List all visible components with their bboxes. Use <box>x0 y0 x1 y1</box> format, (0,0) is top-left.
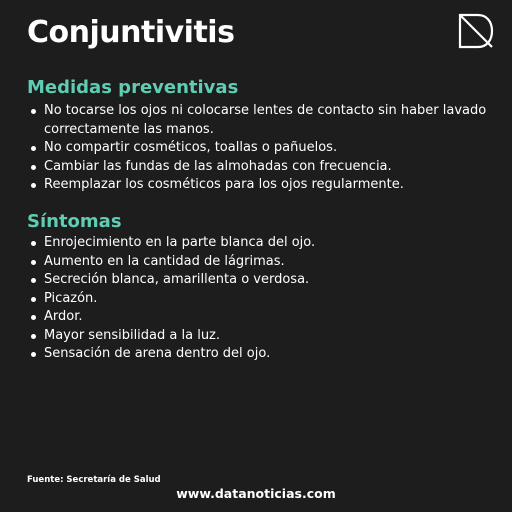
list-item: Sensación de arena dentro del ojo. <box>27 345 497 364</box>
page-title: Conjuntivitis <box>27 15 235 50</box>
list-item: Reemplazar los cosméticos para los ojos regularmente. <box>27 176 497 195</box>
list-item: Enrojecimiento en la parte blanca del ojo. <box>27 234 497 253</box>
list-item: Secreción blanca, amarillenta o verdosa. <box>27 271 497 290</box>
list-item: Cambiar las fundas de las almohadas con frecuencia. <box>27 158 497 177</box>
source-credit: Fuente: Secretaría de Salud <box>27 475 161 485</box>
prevention-list <box>27 102 497 195</box>
list-item: Aumento en la cantidad de lágrimas. <box>27 253 497 272</box>
datanoticias-logo-icon <box>458 13 494 49</box>
list-item: No compartir cosméticos, toallas o pañuelos. <box>27 139 497 158</box>
list-item: Mayor sensibilidad a la luz. <box>27 327 497 346</box>
list-item: Ardor. <box>27 308 497 327</box>
list-item: No tocarse los ojos ni colocarse lentes de contacto sin haber lavado correctamente las manos. <box>27 102 497 139</box>
symptoms-list <box>27 234 497 364</box>
section-heading-symptoms: Síntomas <box>27 211 122 232</box>
website-footer: www.datanoticias.com <box>176 486 336 501</box>
list-item: Picazón. <box>27 290 497 309</box>
section-heading-prevention: Medidas preventivas <box>27 77 239 98</box>
